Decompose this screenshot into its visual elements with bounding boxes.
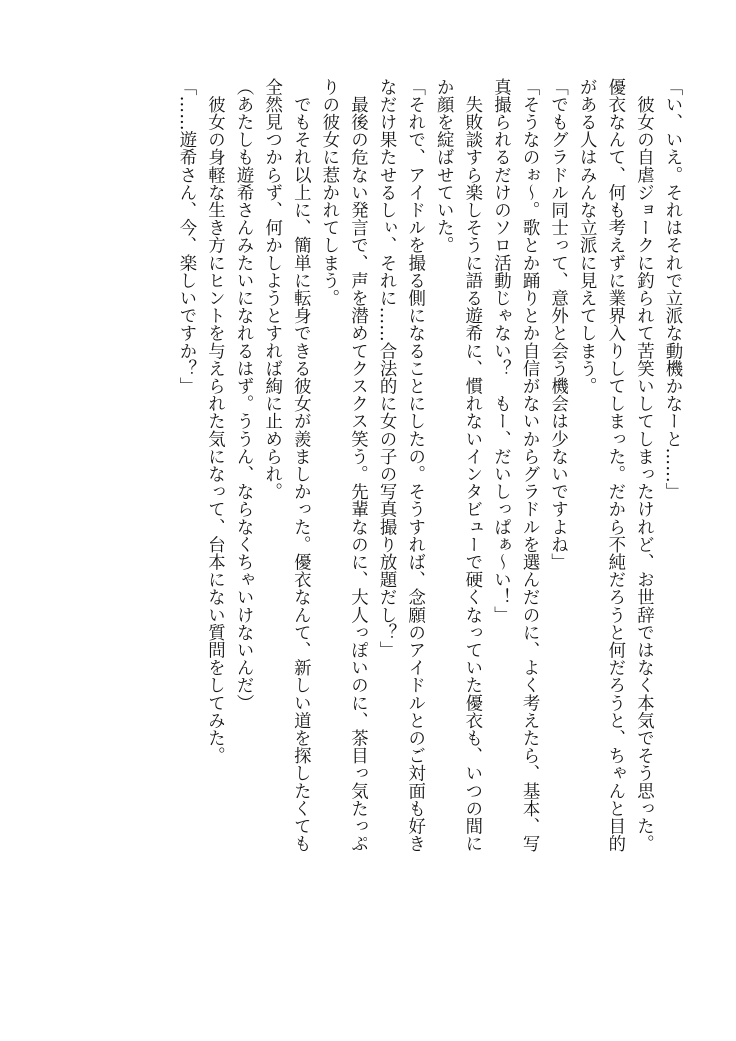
text-line: 失敗談すら楽しそうに語る遊希に、慣れないインタビューで硬くなっていた優衣も、いつの間に — [461, 78, 482, 853]
text-line: 優衣なんて、何も考えずに業界入りしてしまった。だから不純だろうと何だろうと、ちゃんと目的 — [604, 78, 625, 853]
vertical-text-body — [171, 78, 686, 958]
text-line: 「……遊希さん、今、楽しいですか？」 — [175, 78, 196, 395]
text-line: 最後の危ない発言で、声を潜めてクスクス笑う。先輩なのに、大人っぽいのに、茶目っ気たっぷ — [347, 78, 368, 853]
text-line: りの彼女に惹かれてしまう。 — [318, 78, 339, 307]
text-line: か顔を綻ばせていた。 — [433, 78, 454, 254]
text-line: 「そうなのぉ〜。歌とか踊りとか自信がないからグラドルを選んだのに、よく考えたら、基本、写 — [519, 78, 540, 853]
text-line: 彼女の身軽な生き方にヒントを与えられた気になって、台本にない質問をしてみた。 — [204, 78, 225, 765]
text-line: （あたしも遊希さんみたいになれるはず。ううん、ならなくちゃいけないんだ） — [233, 78, 254, 712]
text-line: 彼女の自虐ジョークに釣られて苦笑いしてしまったけれど、お世辞ではなく本気でそう思った。 — [633, 78, 654, 853]
text-line: 「い、いえ。それはそれで立派な動機かなーと……」 — [662, 78, 682, 501]
text-line: がある人はみんな立派に見えてしまう。 — [576, 78, 597, 395]
text-line: 全然見つからず、何かしようとすれば絢に止められ。 — [261, 78, 282, 501]
text-line: でもそれ以上に、簡単に転身できる彼女が羨ましかった。優衣なんて、新しい道を探したくても — [290, 78, 311, 853]
text-line: なだけ果たせるしぃ、それに……合法的に女の子の写真撮り放題だし？」 — [376, 78, 397, 659]
text-line: 「でもグラドル同士って、意外と会う機会は少ないですよね」 — [547, 78, 568, 571]
text-line: 真撮られるだけのソロ活動じゃない？ もー、だいしっぱぁ〜い！」 — [490, 78, 511, 624]
text-line: 「それで、アイドルを撮る側になることにしたの。そうすれば、念願のアイドルとのご対面も好き — [404, 78, 425, 853]
